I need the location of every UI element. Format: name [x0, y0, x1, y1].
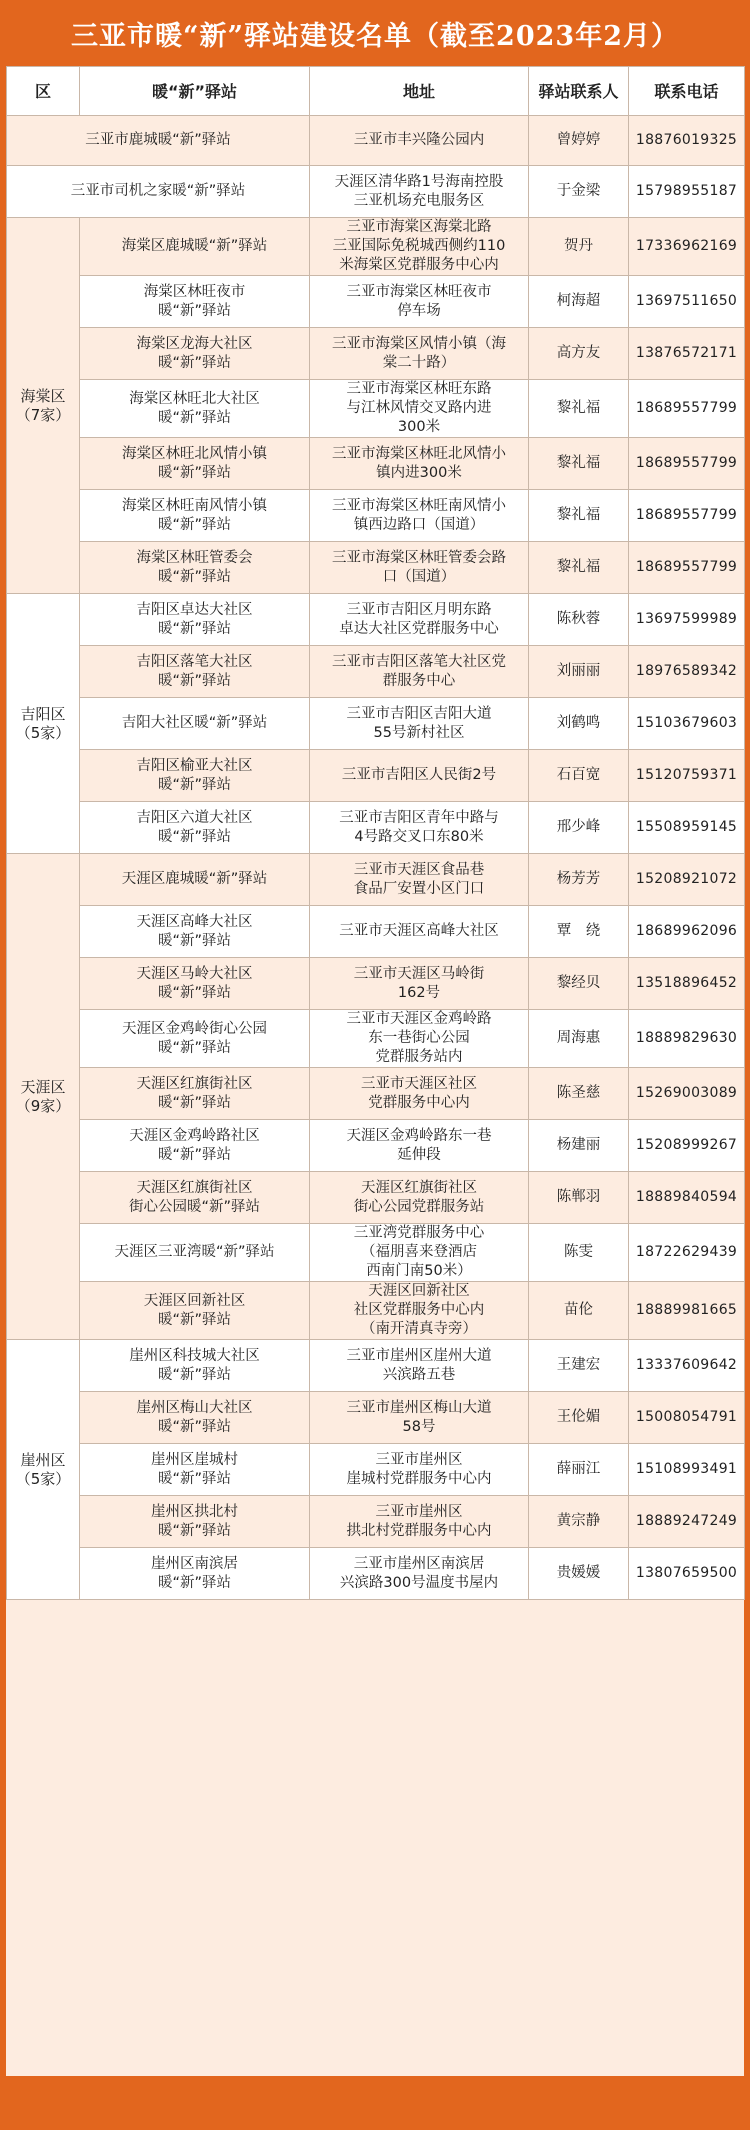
phone-cell: 18689962096 [629, 906, 745, 958]
phone-cell: 18722629439 [629, 1224, 745, 1282]
phone-cell: 15208999267 [629, 1120, 745, 1172]
station-cell: 海棠区林旺南风情小镇 暖“新”驿站 [80, 490, 310, 542]
station-cell: 天涯区金鸡岭街心公园 暖“新”驿站 [80, 1010, 310, 1068]
phone-cell: 18889840594 [629, 1172, 745, 1224]
header-station: 暖“新”驿站 [80, 67, 310, 116]
station-cell: 海棠区林旺北风情小镇 暖“新”驿站 [80, 438, 310, 490]
station-cell: 天涯区金鸡岭路社区 暖“新”驿站 [80, 1120, 310, 1172]
station-cell: 崖州区南滨居 暖“新”驿站 [80, 1548, 310, 1600]
phone-cell: 18976589342 [629, 646, 745, 698]
table-row [7, 1496, 745, 1548]
contact-cell: 周海惠 [529, 1010, 629, 1068]
station-cell: 海棠区林旺管委会 暖“新”驿站 [80, 542, 310, 594]
district-cell: 海棠区 （7家） [7, 218, 80, 594]
table-row [7, 166, 745, 218]
address-cell: 三亚市海棠区林旺夜市 停车场 [310, 276, 529, 328]
table-row [7, 594, 745, 646]
contact-cell: 柯海超 [529, 276, 629, 328]
phone-cell: 13518896452 [629, 958, 745, 1010]
table-row [7, 380, 745, 438]
station-cell: 天涯区红旗街社区 暖“新”驿站 [80, 1068, 310, 1120]
address-cell: 三亚市丰兴隆公园内 [310, 116, 529, 166]
table-header-row [7, 67, 745, 116]
phone-cell: 13876572171 [629, 328, 745, 380]
table-row [7, 646, 745, 698]
address-cell: 三亚市吉阳区落笔大社区党 群服务中心 [310, 646, 529, 698]
address-cell: 三亚市海棠区林旺管委会路 口（国道） [310, 542, 529, 594]
station-cell: 吉阳区六道大社区 暖“新”驿站 [80, 802, 310, 854]
station-cell: 崖州区科技城大社区 暖“新”驿站 [80, 1340, 310, 1392]
station-cell: 天涯区回新社区 暖“新”驿站 [80, 1282, 310, 1340]
address-cell: 三亚市海棠区风情小镇（海 棠二十路） [310, 328, 529, 380]
address-cell: 三亚市天涯区社区 党群服务中心内 [310, 1068, 529, 1120]
station-cell: 天涯区鹿城暖“新”驿站 [80, 854, 310, 906]
contact-cell: 黎礼福 [529, 438, 629, 490]
phone-cell: 13697599989 [629, 594, 745, 646]
station-cell: 吉阳大社区暖“新”驿站 [80, 698, 310, 750]
table-row [7, 276, 745, 328]
address-cell: 天涯区金鸡岭路东一巷 延伸段 [310, 1120, 529, 1172]
phone-cell: 18689557799 [629, 380, 745, 438]
phone-cell: 18689557799 [629, 438, 745, 490]
station-cell: 吉阳区卓达大社区 暖“新”驿站 [80, 594, 310, 646]
station-cell: 海棠区鹿城暖“新”驿站 [80, 218, 310, 276]
station-list-sheet [6, 66, 744, 2076]
header-district: 区 [7, 67, 80, 116]
header-address: 地址 [310, 67, 529, 116]
contact-cell: 杨芳芳 [529, 854, 629, 906]
phone-cell: 18889981665 [629, 1282, 745, 1340]
phone-cell: 15108993491 [629, 1444, 745, 1496]
header-contact: 驿站联系人 [529, 67, 629, 116]
contact-cell: 邢少峰 [529, 802, 629, 854]
station-cell: 三亚市司机之家暖“新”驿站 [7, 166, 310, 218]
phone-cell: 17336962169 [629, 218, 745, 276]
table-row [7, 1392, 745, 1444]
contact-cell: 于金梁 [529, 166, 629, 218]
phone-cell: 15508959145 [629, 802, 745, 854]
table-row [7, 438, 745, 490]
phone-cell: 18876019325 [629, 116, 745, 166]
station-cell: 天涯区红旗街社区 街心公园暖“新”驿站 [80, 1172, 310, 1224]
station-table [6, 66, 745, 1600]
phone-cell: 13807659500 [629, 1548, 745, 1600]
district-cell: 天涯区 （9家） [7, 854, 80, 1340]
station-cell: 崖州区梅山大社区 暖“新”驿站 [80, 1392, 310, 1444]
page-title: 三亚市暖“新”驿站建设名单（截至2023年2月） [71, 20, 679, 52]
table-row [7, 490, 745, 542]
station-cell: 吉阳区落笔大社区 暖“新”驿站 [80, 646, 310, 698]
contact-cell: 贺丹 [529, 218, 629, 276]
station-cell: 三亚市鹿城暖“新”驿站 [7, 116, 310, 166]
table-row [7, 1340, 745, 1392]
phone-cell: 15208921072 [629, 854, 745, 906]
contact-cell: 刘丽丽 [529, 646, 629, 698]
contact-cell: 刘鹤鸣 [529, 698, 629, 750]
district-cell: 吉阳区 （5家） [7, 594, 80, 854]
table-row [7, 328, 745, 380]
table-row [7, 1010, 745, 1068]
station-cell: 海棠区林旺北大社区 暖“新”驿站 [80, 380, 310, 438]
contact-cell: 薛丽江 [529, 1444, 629, 1496]
station-cell: 天涯区三亚湾暖“新”驿站 [80, 1224, 310, 1282]
address-cell: 三亚市崖州区崖州大道 兴滨路五巷 [310, 1340, 529, 1392]
table-row [7, 854, 745, 906]
contact-cell: 王建宏 [529, 1340, 629, 1392]
district-cell: 崖州区 （5家） [7, 1340, 80, 1600]
address-cell: 三亚市海棠区林旺南风情小 镇西边路口（国道） [310, 490, 529, 542]
station-cell: 海棠区林旺夜市 暖“新”驿站 [80, 276, 310, 328]
contact-cell: 苗伦 [529, 1282, 629, 1340]
address-cell: 三亚市天涯区高峰大社区 [310, 906, 529, 958]
table-row [7, 958, 745, 1010]
address-cell: 三亚市崖州区 崖城村党群服务中心内 [310, 1444, 529, 1496]
station-cell: 吉阳区榆亚大社区 暖“新”驿站 [80, 750, 310, 802]
phone-cell: 15103679603 [629, 698, 745, 750]
address-cell: 三亚市吉阳区青年中路与 4号路交叉口东80米 [310, 802, 529, 854]
page-footer-band [0, 2076, 750, 2130]
address-cell: 三亚湾党群服务中心 （福朋喜来登酒店 西南门南50米） [310, 1224, 529, 1282]
table-row [7, 698, 745, 750]
address-cell: 天涯区红旗街社区 街心公园党群服务站 [310, 1172, 529, 1224]
contact-cell: 陈秋蓉 [529, 594, 629, 646]
address-cell: 三亚市天涯区马岭街 162号 [310, 958, 529, 1010]
address-cell: 三亚市天涯区金鸡岭路 东一巷街心公园 党群服务站内 [310, 1010, 529, 1068]
contact-cell: 黎礼福 [529, 542, 629, 594]
contact-cell: 陈圣慈 [529, 1068, 629, 1120]
phone-cell: 15269003089 [629, 1068, 745, 1120]
phone-cell: 15008054791 [629, 1392, 745, 1444]
contact-cell: 黎经贝 [529, 958, 629, 1010]
table-row [7, 1282, 745, 1340]
phone-cell: 18689557799 [629, 490, 745, 542]
address-cell: 三亚市海棠区林旺东路 与江林风情交叉路内进 300米 [310, 380, 529, 438]
table-row [7, 1172, 745, 1224]
table-row [7, 116, 745, 166]
phone-cell: 18889829630 [629, 1010, 745, 1068]
address-cell: 三亚市天涯区食品巷 食品厂安置小区门口 [310, 854, 529, 906]
phone-cell: 15120759371 [629, 750, 745, 802]
phone-cell: 18689557799 [629, 542, 745, 594]
table-row [7, 802, 745, 854]
address-cell: 三亚市吉阳区月明东路 卓达大社区党群服务中心 [310, 594, 529, 646]
address-cell: 天涯区清华路1号海南控股 三亚机场充电服务区 [310, 166, 529, 218]
contact-cell: 贵媛媛 [529, 1548, 629, 1600]
contact-cell: 石百宽 [529, 750, 629, 802]
table-row [7, 906, 745, 958]
station-cell: 崖州区拱北村 暖“新”驿站 [80, 1496, 310, 1548]
table-body [7, 116, 745, 1600]
contact-cell: 黎礼福 [529, 380, 629, 438]
table-row [7, 750, 745, 802]
address-cell: 三亚市崖州区 拱北村党群服务中心内 [310, 1496, 529, 1548]
table-row [7, 542, 745, 594]
contact-cell: 高方友 [529, 328, 629, 380]
address-cell: 三亚市吉阳区吉阳大道 55号新村社区 [310, 698, 529, 750]
contact-cell: 陈雯 [529, 1224, 629, 1282]
contact-cell: 杨建丽 [529, 1120, 629, 1172]
contact-cell: 陈郸羽 [529, 1172, 629, 1224]
table-row [7, 1120, 745, 1172]
contact-cell: 黎礼福 [529, 490, 629, 542]
station-cell: 崖州区崖城村 暖“新”驿站 [80, 1444, 310, 1496]
contact-cell: 曾婷婷 [529, 116, 629, 166]
header-phone: 联系电话 [629, 67, 745, 116]
phone-cell: 15798955187 [629, 166, 745, 218]
contact-cell: 覃 绕 [529, 906, 629, 958]
station-cell: 天涯区高峰大社区 暖“新”驿站 [80, 906, 310, 958]
station-cell: 天涯区马岭大社区 暖“新”驿站 [80, 958, 310, 1010]
phone-cell: 18889247249 [629, 1496, 745, 1548]
address-cell: 天涯区回新社区 社区党群服务中心内 （南开清真寺旁） [310, 1282, 529, 1340]
table-row [7, 1224, 745, 1282]
contact-cell: 黄宗静 [529, 1496, 629, 1548]
table-row [7, 218, 745, 276]
address-cell: 三亚市崖州区梅山大道 58号 [310, 1392, 529, 1444]
contact-cell: 王伦媚 [529, 1392, 629, 1444]
phone-cell: 13697511650 [629, 276, 745, 328]
table-row [7, 1548, 745, 1600]
address-cell: 三亚市海棠区林旺北风情小 镇内进300米 [310, 438, 529, 490]
phone-cell: 13337609642 [629, 1340, 745, 1392]
address-cell: 三亚市海棠区海棠北路 三亚国际免税城西侧约110 米海棠区党群服务中心内 [310, 218, 529, 276]
table-row [7, 1068, 745, 1120]
station-cell: 海棠区龙海大社区 暖“新”驿站 [80, 328, 310, 380]
table-row [7, 1444, 745, 1496]
address-cell: 三亚市吉阳区人民街2号 [310, 750, 529, 802]
address-cell: 三亚市崖州区南滨居 兴滨路300号温度书屋内 [310, 1548, 529, 1600]
